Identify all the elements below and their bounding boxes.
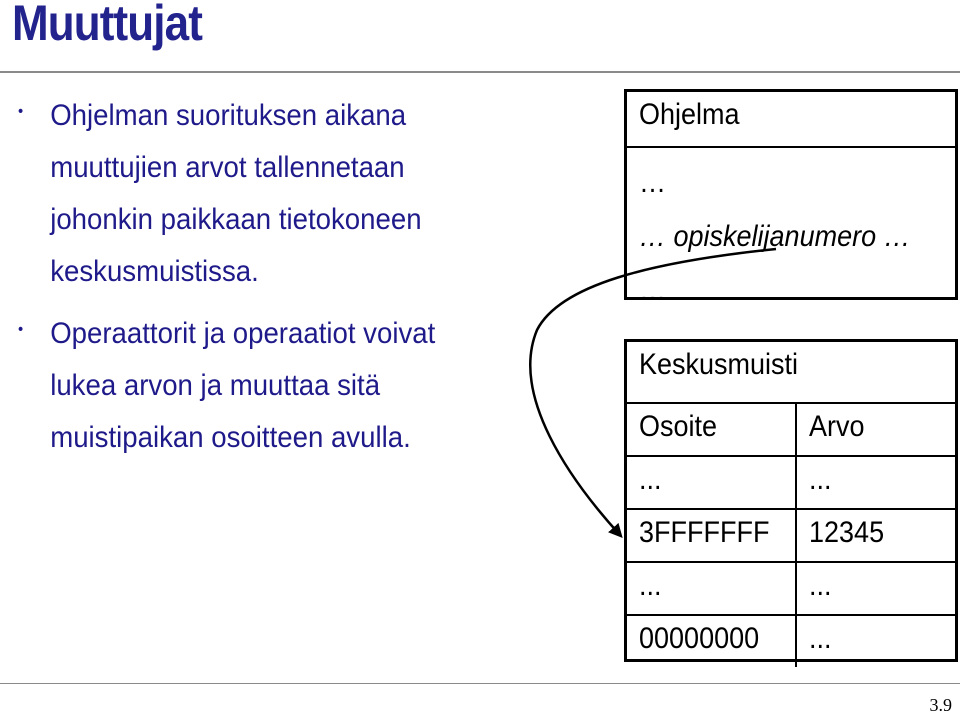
memory-address: 3FFFFFFF [639, 516, 770, 549]
program-box-title: Ohjelma [639, 98, 740, 131]
program-line: … [639, 166, 666, 199]
memory-value: ... [809, 622, 832, 655]
memory-value: 12345 [809, 516, 885, 549]
memory-address: ... [639, 569, 662, 602]
memory-value: ... [809, 463, 832, 496]
bullet-text: Ohjelman suorituksen aikana muuttujien arvot tallennetaan johonkin paikkaan tietokoneen keskusmuistissa. [50, 99, 422, 288]
bullet-dot-icon: • [18, 321, 24, 338]
program-line-variable: … opiskelijanumero … [639, 220, 911, 253]
column-header-address: Osoite [639, 410, 718, 443]
memory-address: ... [639, 463, 662, 496]
bullet-text: Operaattorit ja operaatiot voivat lukea arvon ja muuttaa sitä muistipaikan osoitteen avulla. [50, 317, 436, 454]
memory-box-title: Keskusmuisti [639, 348, 799, 381]
arrow-curve [530, 249, 776, 535]
page-number: 3.9 [929, 695, 952, 715]
memory-address: 00000000 [639, 622, 760, 655]
bullet-dot-icon: • [18, 103, 24, 120]
program-line: … [639, 274, 666, 307]
slide-title: Muuttujat [12, 0, 203, 51]
column-header-value: Arvo [809, 410, 865, 443]
memory-value: ... [809, 569, 832, 602]
footer-divider [0, 683, 960, 684]
